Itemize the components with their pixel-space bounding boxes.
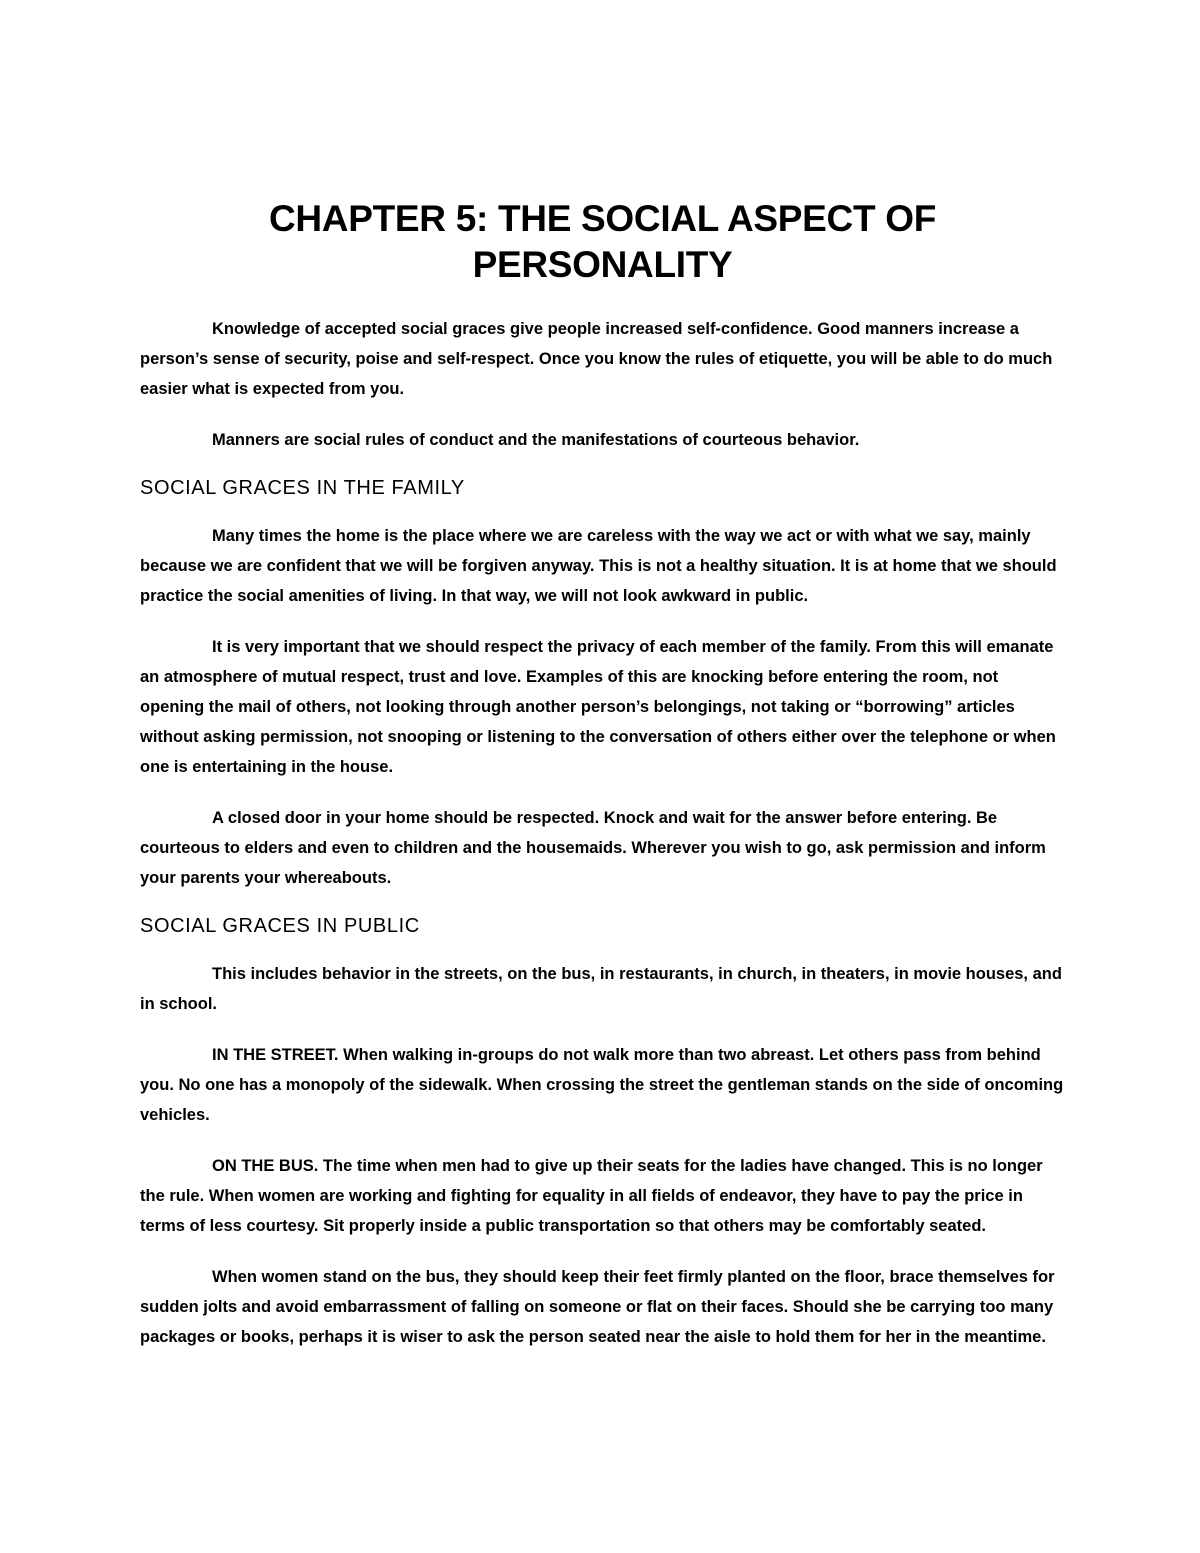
- section-paragraph: Many times the home is the place where we are careless with the way we act or with what we say, mainly because we are confident that we will be forgiven anyway. This is not a healthy situation. It is at home that we should practice the social amenities of living. In that way, we will not look awkward in public.: [140, 527, 1057, 605]
- section-paragraph: When women stand on the bus, they should keep their feet firmly planted on the floor, brace themselves for sudden jolts and avoid embarrassment of falling on someone or flat on their faces. Should she be carrying too many packages or books, perhaps it is wiser to ask the person seated near the aisle to hold them for her in the meantime.: [140, 1268, 1055, 1346]
- section-paragraph: A closed door in your home should be respected. Knock and wait for the answer before entering. Be courteous to elders and even to children and the housemaids. Wherever you wish to go, ask permission and inform your parents your whereabouts.: [140, 809, 1046, 887]
- intro-paragraph: Knowledge of accepted social graces give people increased self-confidence. Good manners increase a person’s sense of security, poise and self-respect. Once you know the rules of etiquette, you will be able to do much easier what is expected from you.: [140, 320, 1053, 398]
- intro-paragraph: Manners are social rules of conduct and the manifestations of courteous behavior.: [212, 431, 860, 449]
- document-body: [140, 196, 1065, 1352]
- section-paragraph: It is very important that we should respect the privacy of each member of the family. From this will emanate an atmosphere of mutual respect, trust and love. Examples of this are knocking before entering the room, not opening the mail of others, not looking through another person’s belongings, not taking or “borrowing” articles without asking permission, not snooping or listening to the conversation of others either over the telephone or when one is entertaining in the house.: [140, 638, 1056, 776]
- section-heading-public: SOCIAL GRACES IN PUBLIC: [140, 915, 420, 937]
- section-paragraph: ON THE BUS. The time when men had to give up their seats for the ladies have changed. This is no longer the rule. When women are working and fighting for equality in all fields of endeavor, they have to pay the price in terms of less courtesy. Sit properly inside a public transportation so that others may be comfortably seated.: [140, 1157, 1043, 1235]
- chapter-title: CHAPTER 5: THE SOCIAL ASPECT OF PERSONALITY: [268, 198, 937, 285]
- section-paragraph: IN THE STREET. When walking in-groups do not walk more than two abreast. Let others pass from behind you. No one has a monopoly of the sidewalk. When crossing the street the gentleman stands on the side of oncoming vehicles.: [140, 1046, 1064, 1124]
- section-paragraph: This includes behavior in the streets, on the bus, in restaurants, in church, in theaters, in movie houses, and in school.: [140, 965, 1062, 1013]
- section-heading-family: SOCIAL GRACES IN THE FAMILY: [140, 477, 465, 499]
